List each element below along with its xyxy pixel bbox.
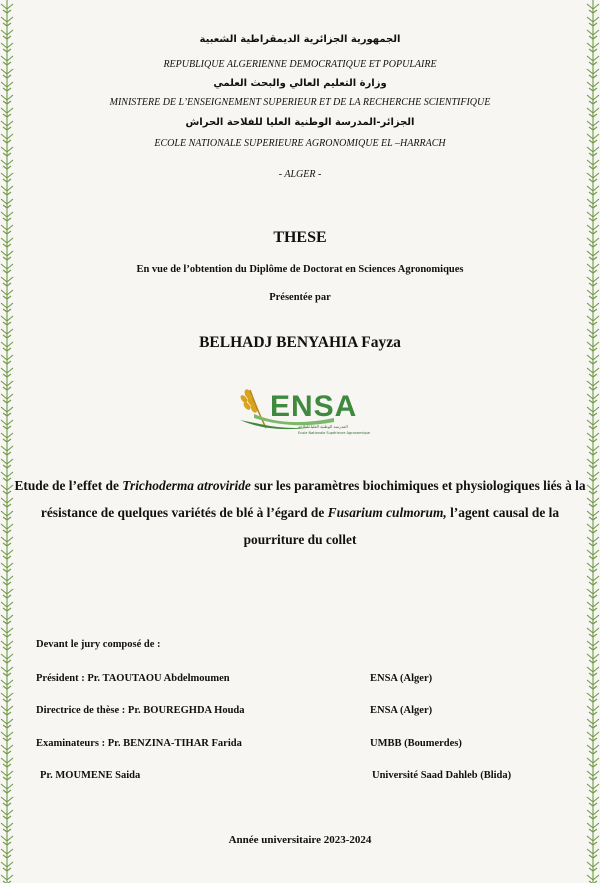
jury-member-examiner-2: Pr. MOUMENE Saida	[40, 770, 141, 781]
thesis-purpose: En vue de l’obtention du Diplôme de Doctorat en Sciences Agronomiques	[136, 264, 464, 275]
ensa-logo-arabic-caption: المدرسة الوطنية العليا للفلاحة	[298, 424, 348, 429]
presented-by: Présentée par	[269, 292, 331, 303]
arabic-school-line: الجزائر-المدرسة الوطنية العليا للفلاحة الحراش	[185, 117, 415, 128]
arabic-republic-line: الجمهورية الجزائرية الديمقراطية الشعبية	[199, 34, 401, 45]
ministry-line: MINISTERE DE L’ENSEIGNEMENT SUPERIEUR ET DE LA RECHERCHE SCIENTIFIQUE	[109, 97, 491, 108]
thesis-title-part1: Etude de l’effet de	[14, 478, 123, 493]
thesis-title	[14, 472, 586, 553]
arabic-ministry-line: وزارة التعليم العالي والبحث العلمي	[213, 78, 387, 89]
right-vine-border	[586, 0, 600, 883]
school-line: ECOLE NATIONALE SUPERIEURE AGRONOMIQUE EL –HARRACH	[154, 138, 446, 149]
ensa-logo	[236, 384, 371, 440]
thesis-title-part3: l’agent causal de la pourriture du collet	[243, 505, 560, 547]
thesis-type: THESE	[273, 229, 327, 246]
jury-member-director: Directrice de thèse : Pr. BOUREGHDA Houda	[36, 705, 245, 716]
ensa-logo-text: ENSA	[270, 390, 358, 423]
ensa-logo-caption: Ecole Nationale Supérieure Agronomique	[298, 431, 371, 435]
thesis-title-species2: Fusarium culmorum,	[327, 505, 447, 520]
academic-year: Année universitaire 2023-2024	[228, 834, 372, 846]
author-name: BELHADJ BENYAHIA Fayza	[199, 334, 401, 351]
thesis-title-part2: sur les paramètres biochimiques et physiologiques liés à la résistance de quelques variétés de blé à l’égard de	[40, 478, 586, 520]
jury-institution-examiner-2: Université Saad Dahleb (Blida)	[372, 770, 512, 781]
jury-heading: Devant le jury composé de :	[36, 639, 161, 650]
thesis-title-species1: Trichoderma atroviride	[122, 478, 251, 493]
jury-institution-director: ENSA (Alger)	[370, 705, 433, 716]
jury-member-examiner-1: Examinateurs : Pr. BENZINA-TIHAR Farida	[36, 738, 242, 749]
jury-member-president: Président : Pr. TAOUTAOU Abdelmoumen	[36, 673, 230, 684]
city-line: - ALGER -	[278, 169, 322, 180]
jury-institution-president: ENSA (Alger)	[370, 673, 433, 684]
jury-institution-examiner-1: UMBB (Boumerdes)	[370, 738, 462, 749]
left-vine-border	[0, 0, 14, 883]
republic-line: REPUBLIQUE ALGERIENNE DEMOCRATIQUE ET POPULAIRE	[163, 59, 437, 70]
